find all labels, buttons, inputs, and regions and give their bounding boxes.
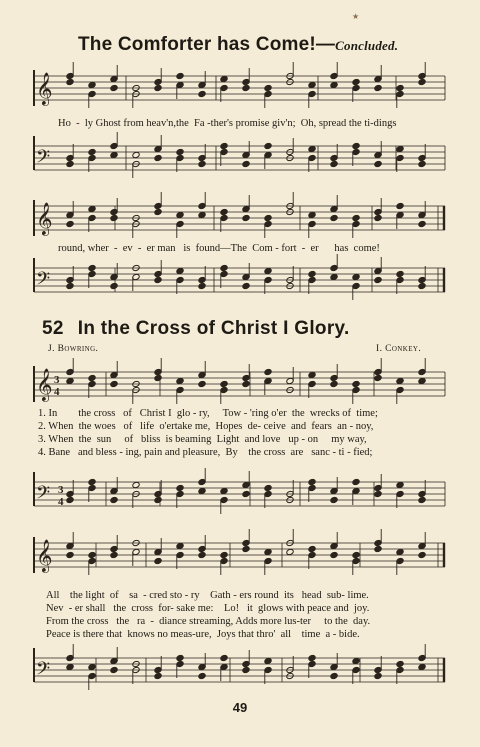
notehead [352, 214, 360, 221]
notehead [198, 672, 206, 679]
notehead [242, 380, 250, 387]
notehead [110, 84, 118, 91]
notehead [264, 484, 272, 491]
notehead [110, 666, 118, 673]
words-credit: J. Bowring. [48, 344, 99, 354]
notehead [308, 478, 316, 485]
notehead [308, 545, 316, 552]
notehead [176, 211, 184, 218]
lyric-line-1: Ho - ly Ghost from heav'n,the Fa -ther's promise giv'n; Oh, spread the ti-dings [58, 118, 397, 129]
page-number: 49 [232, 700, 248, 715]
verse-4-line-b: Peace is there that knows no meas-ure, Joys that thro' all time a - bide. [46, 629, 360, 640]
notehead [352, 478, 360, 485]
notehead [308, 270, 316, 277]
verse-2-line-b: Nev - er shall the cross for- sake me: Lo! it glows with peace and joy. [46, 603, 370, 614]
notehead [198, 211, 206, 218]
notehead [418, 663, 426, 670]
notehead [330, 160, 338, 167]
notehead [396, 660, 404, 667]
notehead [308, 81, 316, 88]
notehead [330, 273, 338, 280]
notehead [88, 264, 96, 271]
notehead [110, 380, 118, 387]
notehead [132, 264, 140, 271]
notehead [220, 208, 228, 215]
notehead [308, 371, 316, 378]
svg-text:3: 3 [58, 484, 64, 496]
hymn-title-text: In the Cross of Christ I Glory. [77, 318, 350, 339]
notehead [352, 78, 360, 85]
notehead [66, 78, 74, 85]
time-sig-top: 3 [54, 374, 60, 386]
notehead [154, 374, 162, 381]
notehead [242, 282, 250, 289]
notehead [176, 267, 184, 274]
notehead [176, 484, 184, 491]
notehead [418, 496, 426, 503]
notehead [330, 214, 338, 221]
notehead [132, 84, 140, 91]
hymn-number: 52 [42, 318, 64, 339]
notehead [132, 481, 140, 488]
notes-system-4 [0, 533, 480, 573]
notehead [176, 542, 184, 549]
notes-system-4-bass [0, 648, 480, 688]
notehead [242, 84, 250, 91]
notehead [242, 666, 250, 673]
notehead [220, 487, 228, 494]
notehead [374, 490, 382, 497]
notehead [198, 487, 206, 494]
notehead [242, 490, 250, 497]
notehead [176, 72, 184, 79]
continuation-title: The Comforter has Come!—Concluded. [78, 34, 399, 55]
notehead [66, 282, 74, 289]
notehead [198, 90, 206, 97]
notehead [132, 380, 140, 387]
notehead [154, 84, 162, 91]
notehead [88, 663, 96, 670]
notehead [110, 214, 118, 221]
notehead [66, 160, 74, 167]
notehead [396, 377, 404, 384]
notehead [286, 548, 294, 555]
notehead [286, 386, 294, 393]
notehead [352, 273, 360, 280]
notehead [352, 380, 360, 387]
notehead [396, 548, 404, 555]
svg-text:𝄢: 𝄢 [36, 659, 51, 684]
notehead [374, 84, 382, 91]
svg-text:𝄢: 𝄢 [36, 269, 51, 294]
notehead [418, 377, 426, 384]
notehead [352, 551, 360, 558]
verse-4-line-a: 4. Bane and bless - ing, pain and pleasure, By the cross are sanc - ti - fied; [38, 447, 373, 458]
notehead [66, 220, 74, 227]
notehead [352, 657, 360, 664]
notehead [418, 282, 426, 289]
notehead [396, 202, 404, 209]
notehead [330, 551, 338, 558]
notehead [286, 208, 294, 215]
notehead [286, 78, 294, 85]
verse-1-line-a: 1. In the cross of Christ I glo - ry, Tow - 'ring o'er the wrecks of time; [38, 408, 378, 419]
notehead [88, 374, 96, 381]
notehead [110, 151, 118, 158]
concluded-label: Concluded. [335, 38, 399, 53]
notehead [220, 75, 228, 82]
notehead [286, 496, 294, 503]
verse-2-line-a: 2. When the woes of life o'ertake me, Hopes de- ceive and fears an - noy, [38, 421, 374, 432]
notehead [110, 496, 118, 503]
notehead [198, 551, 206, 558]
notehead [88, 81, 96, 88]
notehead [132, 151, 140, 158]
notehead [198, 282, 206, 289]
notehead [330, 496, 338, 503]
notehead [396, 270, 404, 277]
notehead [220, 142, 228, 149]
notehead [418, 160, 426, 167]
svg-text:4: 4 [58, 496, 64, 508]
svg-text:𝄢: 𝄢 [36, 147, 51, 172]
notehead [198, 380, 206, 387]
svg-text:𝄞: 𝄞 [36, 368, 53, 401]
notes-system-2 [0, 196, 480, 236]
notehead [66, 496, 74, 503]
notes-system-2-bass [0, 258, 480, 298]
notehead [110, 551, 118, 558]
notehead [176, 377, 184, 384]
notehead [308, 145, 316, 152]
verse-3-line-b: From the cross the ra - diance streaming, Adds more lus-ter to the day. [46, 616, 371, 627]
notehead [88, 205, 96, 212]
notehead [154, 557, 162, 564]
notehead [418, 551, 426, 558]
notehead [88, 551, 96, 558]
notehead [308, 211, 316, 218]
notehead [286, 282, 294, 289]
notehead [286, 672, 294, 679]
notehead [154, 496, 162, 503]
notehead [88, 478, 96, 485]
notehead [242, 214, 250, 221]
notehead [330, 380, 338, 387]
ornament-star: ★ [352, 12, 360, 21]
notehead [264, 142, 272, 149]
verse-3-line-a: 3. When the sun of bliss is beaming Light and love up - on my way, [38, 434, 367, 445]
notehead [286, 154, 294, 161]
notehead [66, 663, 74, 670]
notehead [154, 154, 162, 161]
notes-system-3-bass [0, 472, 480, 512]
notehead [396, 145, 404, 152]
notehead [374, 160, 382, 167]
svg-text:𝄢: 𝄢 [36, 483, 51, 508]
notehead [374, 276, 382, 283]
notehead [264, 214, 272, 221]
notehead [418, 78, 426, 85]
notehead [308, 654, 316, 661]
notehead [132, 214, 140, 221]
notehead [330, 672, 338, 679]
time-sig-bottom: 4 [54, 386, 60, 398]
notehead [176, 654, 184, 661]
verse-1-line-b: All the light of sa - cred sto - ry Gath - ers round its head sub- lime. [46, 590, 369, 601]
notehead [396, 84, 404, 91]
notes-system-3 [0, 362, 480, 402]
notehead [242, 160, 250, 167]
notehead [374, 374, 382, 381]
svg-text:𝄞: 𝄞 [36, 72, 53, 105]
notehead [330, 81, 338, 88]
notehead [374, 672, 382, 679]
notehead [264, 84, 272, 91]
notehead [220, 551, 228, 558]
notehead [220, 654, 228, 661]
notehead [132, 660, 140, 667]
notehead [88, 148, 96, 155]
notehead [154, 208, 162, 215]
notehead [220, 264, 228, 271]
music-credit: I. Conkey. [376, 344, 422, 354]
notehead [242, 545, 250, 552]
notehead [220, 380, 228, 387]
notehead [176, 148, 184, 155]
notehead [264, 267, 272, 274]
notehead [154, 276, 162, 283]
notehead [264, 368, 272, 375]
continuation-title-text: The Comforter has Come! [78, 34, 316, 55]
lyric-line-2: round, wher - ev - er man is found—The Com - fort - er has come! [58, 243, 380, 254]
notehead [352, 142, 360, 149]
notes-system-1-bass [0, 136, 480, 176]
notehead [264, 548, 272, 555]
notehead [110, 282, 118, 289]
notehead [66, 551, 74, 558]
svg-text:𝄞: 𝄞 [36, 539, 53, 572]
notehead [154, 672, 162, 679]
notehead [396, 481, 404, 488]
notes-system-1 [0, 66, 480, 106]
notehead [66, 377, 74, 384]
hymn-title [42, 318, 350, 340]
notehead [132, 539, 140, 546]
notehead [198, 160, 206, 167]
svg-text:𝄞: 𝄞 [36, 202, 53, 235]
notehead [418, 220, 426, 227]
notehead [374, 545, 382, 552]
notehead [374, 214, 382, 221]
notehead [264, 657, 272, 664]
